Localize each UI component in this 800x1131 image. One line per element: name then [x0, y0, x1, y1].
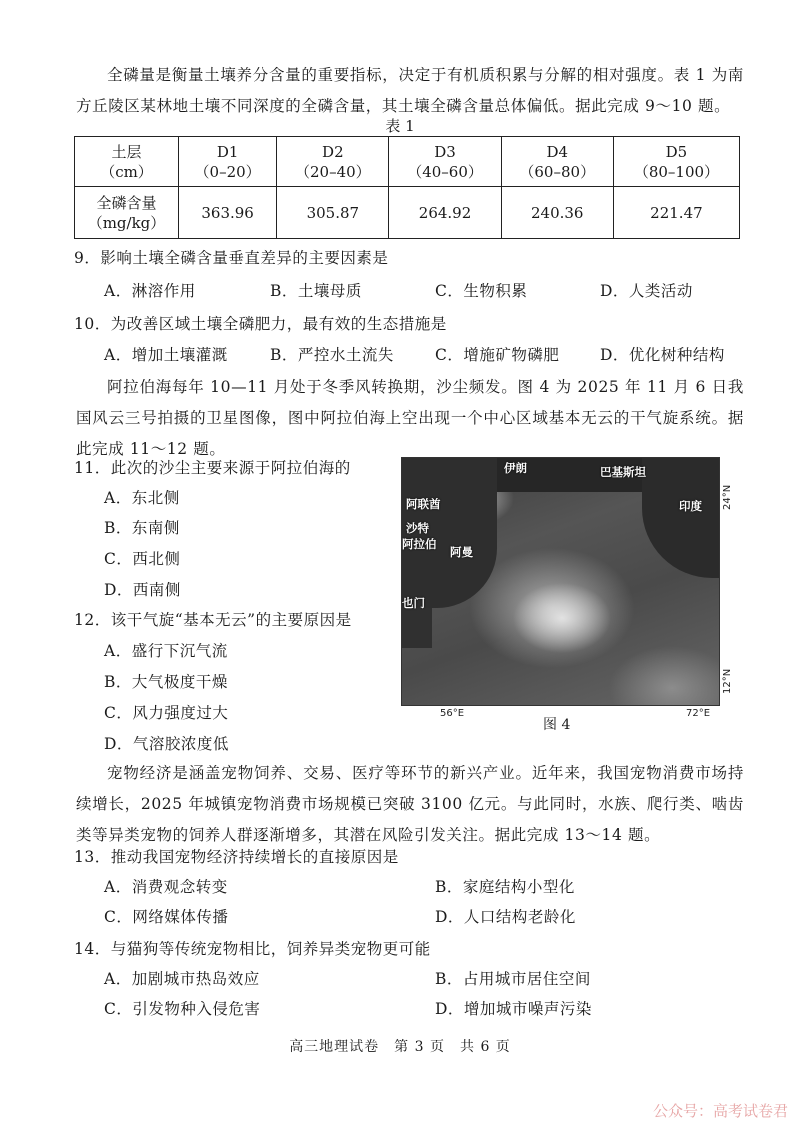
- table-cell-d3-name: D3 （40–60）: [389, 137, 501, 187]
- question-11-option-b: B．东南侧: [104, 519, 180, 537]
- question-14-option-c: C．引发物种入侵危害: [104, 1000, 261, 1018]
- lon-left-label: 56°E: [440, 708, 465, 719]
- table-cell-d5-name: D5 （80–100）: [613, 137, 739, 187]
- question-9-option-a: A．淋溶作用: [104, 282, 196, 300]
- table-cell-d2-name: D2 （20–40）: [277, 137, 389, 187]
- phosphorus-table: [74, 136, 740, 239]
- table-row-phosphorus: [75, 187, 740, 239]
- table-cell-d1-name: D1 （0–20）: [179, 137, 277, 187]
- intro-paragraph-arabian-sea: 阿拉伯海每年 10—11 月处于冬季风转换期，沙尘频发。图 4 为 2025 年 11 月 6 日我国风云三号拍摄的卫星图像，图中阿拉伯海上空出现一个中心区域基本无云的干气旋系统。据此完成 11～12 题。: [76, 378, 744, 458]
- land-yemen: [402, 608, 432, 648]
- intro-paragraph-pet-economy: 宠物经济是涵盖宠物饲养、交易、医疗等环节的新兴产业。近年来，我国宠物消费市场持续增长，2025 年城镇宠物消费市场规模已突破 3100 亿元。与此同时，水族、爬行类、啮齿类等异类宠物的饲养人群逐渐增多，其潜在风险引发关注。据此完成 13～14 题。: [76, 764, 744, 844]
- question-10-option-a: A．增加土壤灌溉: [104, 346, 228, 364]
- table-header-phosphorus: 全磷含量 （mg/kg）: [75, 187, 179, 239]
- satellite-image: [401, 457, 720, 706]
- table-cell-d5-value: 221.47: [613, 187, 739, 239]
- figure-caption: 图 4: [543, 717, 571, 733]
- question-11-option-d: D．西南侧: [104, 581, 181, 599]
- question-9-option-c: C．生物积累: [435, 282, 528, 300]
- land-india: [642, 458, 719, 578]
- question-11-option-c: C．西北侧: [104, 550, 181, 568]
- question-11-option-a: A．东北侧: [104, 489, 180, 507]
- table-cell-d2-value: 305.87: [277, 187, 389, 239]
- question-12-option-a: A．盛行下沉气流: [104, 642, 228, 660]
- question-13-option-a: A．消费观念转变: [104, 878, 228, 896]
- table-caption: 表 1: [385, 117, 415, 135]
- table-cell-d4-name: D4 （60–80）: [501, 137, 613, 187]
- question-14-option-a: A．加剧城市热岛效应: [104, 970, 260, 988]
- question-14-option-b: B．占用城市居住空间: [435, 970, 591, 988]
- question-13-option-c: C．网络媒体传播: [104, 908, 229, 926]
- label-oman: 阿曼: [450, 545, 473, 559]
- lat-top-label: 24°N: [722, 484, 733, 510]
- label-pakistan: 巴基斯坦: [600, 465, 646, 479]
- intro-paragraph-phosphorus: 全磷量是衡量土壤养分含量的重要指标，决定于有机质积累与分解的相对强度。表 1 为南方丘陵区某林地土壤不同深度的全磷含量，其土壤全磷含量总体偏低。据此完成 9～10 题。: [76, 66, 744, 115]
- label-yemen: 也门: [402, 596, 425, 610]
- table-cell-d3-value: 264.92: [389, 187, 501, 239]
- question-12-stem: 12．该干气旋“基本无云”的主要原因是: [74, 611, 352, 629]
- table-cell-d1-value: 363.96: [179, 187, 277, 239]
- question-10-stem: 10．为改善区域土壤全磷肥力，最有效的生态措施是: [74, 315, 447, 333]
- question-12-option-c: C．风力强度过大: [104, 704, 229, 722]
- question-13-option-b: B．家庭结构小型化: [435, 878, 575, 896]
- label-iran: 伊朗: [504, 461, 527, 475]
- question-10-option-b: B．严控水土流失: [270, 346, 394, 364]
- question-13-stem: 13．推动我国宠物经济持续增长的直接原因是: [74, 848, 399, 866]
- question-14-stem: 14．与猫狗等传统宠物相比，饲养异类宠物更可能: [74, 940, 431, 958]
- label-india: 印度: [679, 499, 702, 513]
- label-saudi-1: 沙特: [406, 521, 429, 535]
- watermark: 公众号：高考试卷君: [652, 1102, 788, 1120]
- question-10-option-c: C．增施矿物磷肥: [435, 346, 560, 364]
- label-uae: 阿联酋: [406, 497, 441, 511]
- question-12-option-b: B．大气极度干燥: [104, 673, 228, 691]
- question-12-option-d: D．气溶胶浓度低: [104, 735, 229, 753]
- question-9-option-b: B．土壤母质: [270, 282, 362, 300]
- question-11-stem: 11．此次的沙尘主要来源于阿拉伯海的: [74, 459, 351, 477]
- page-footer: 高三地理试卷 第 3 页 共 6 页: [289, 1039, 511, 1055]
- table-cell-d4-value: 240.36: [501, 187, 613, 239]
- question-10-option-d: D．优化树种结构: [600, 346, 725, 364]
- question-9-stem: 9．影响土壤全磷含量垂直差异的主要因素是: [74, 249, 389, 267]
- question-9-option-d: D．人类活动: [600, 282, 693, 300]
- lat-bottom-label: 12°N: [722, 668, 733, 694]
- table-row-depth: [75, 137, 740, 187]
- label-saudi-2: 阿拉伯: [402, 537, 437, 551]
- lon-right-label: 72°E: [686, 708, 711, 719]
- question-13-option-d: D．人口结构老龄化: [435, 908, 576, 926]
- question-14-option-d: D．增加城市噪声污染: [435, 1000, 592, 1018]
- table-header-depth: 土层 （cm）: [75, 137, 179, 187]
